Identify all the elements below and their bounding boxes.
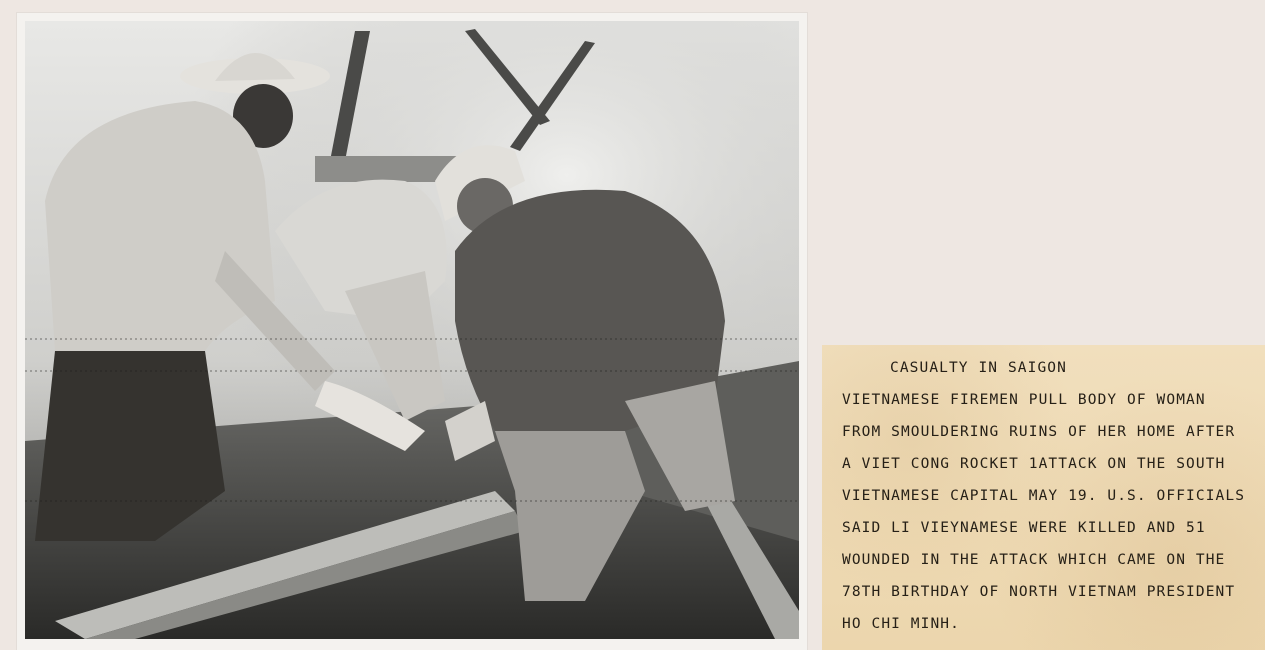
caption-card (822, 345, 1265, 650)
caption-line: HO CHI MINH. (842, 616, 960, 632)
caption-title: CASUALTY IN SAIGON (890, 360, 1067, 376)
caption-line: 78TH BIRTHDAY OF NORTH VIETNAM PRESIDENT (842, 584, 1236, 600)
caption-line: SAID LI VIEYNAMESE WERE KILLED AND 51 (842, 520, 1206, 536)
caption-line: FROM SMOULDERING RUINS OF HER HOME AFTER (842, 424, 1236, 440)
news-photograph (25, 21, 799, 639)
caption-line: VIETNAMESE CAPITAL MAY 19. U.S. OFFICIALS (842, 488, 1246, 504)
caption-line: WOUNDED IN THE ATTACK WHICH CAME ON THE (842, 552, 1226, 568)
caption-line: VIETNAMESE FIREMEN PULL BODY OF WOMAN (842, 392, 1206, 408)
caption-line: A VIET CONG ROCKET 1ATTACK ON THE SOUTH (842, 456, 1226, 472)
photo-frame (17, 13, 807, 650)
